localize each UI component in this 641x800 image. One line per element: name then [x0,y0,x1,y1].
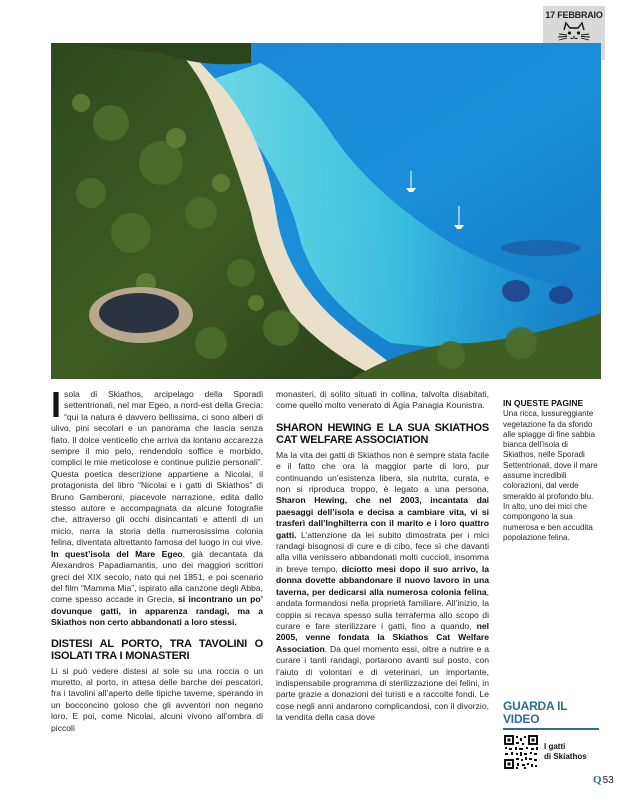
sharon-text-1: Ma la vita dei gatti di Skiathos non è sempre stata facile e il fatto che ora la maggior parte di loro, pur continuando un’esistenza libera, sia nutrita, curata, e non si riproduca troppo, è legato a una persona, [276,449,489,495]
article-column-2 [276,389,489,724]
intro-bold-1: In quest’isola del Mare Egeo [51,548,183,559]
video-link[interactable] [503,734,599,770]
video-label-line1: I gatti [544,742,566,751]
video-label-line2: di Skiathos [544,752,587,761]
drop-cap: I [51,384,62,425]
intro-bold-2: si incontrano un po’ dovunque gatti, in apparenza randagi, ma a Skiathos non certo abbandonati a loro stessi. [51,594,263,628]
page-number: 53 [602,774,614,786]
badge-date: 17 FEBBRAIO [545,10,603,20]
intro-paragraph [51,384,263,629]
subheading-port: DISTESI AL PORTO, TRA TAVOLINI O ISOLATI TRA I MONASTERI [51,637,263,662]
aerial-beach-photo [51,43,601,379]
port-paragraph: Li si può vedere distesi al sole su una roccia o un muretto, al porto, in attesa delle barche dei pescatori, fra i tavolini all’aperto delle tipiche taverne, sperando in un bocconcino goloso che gli avventori non negano loro. E poi, come Nicolai, alcuni vivono all’ombra di piccoli [51,665,263,733]
caption-title: IN QUESTE PAGINE [503,398,584,408]
monasteries-paragraph: monasteri, di solito situati in collina, talvolta disabitati, come quello molto venerato di Agia Panagia Kounistra. [276,389,489,411]
cat-face-icon [557,21,591,43]
sharon-bold-2: diciotto mesi dopo il suo arrivo, la donna dovette abbandonare il nuovo lavoro in una taverna, per dedicarsi alla numerosa colonia felina [276,563,489,597]
sharon-text-3: , andata formandosi nella proprietà familiare. All’inizio, la coppia si recava spesso sulla terraferma allo scopo di curare e fare sterilizzare i gatti, fino a quando, [276,586,489,631]
intro-text-2: , già decantata da Alexandros Papadiamantis, uno dei maggiori scrittori greci del XIX secolo, nato qui nel 1851, e poi scenario del film “Mamma Mia”, ispirato alla canzone degli Abba, come spesso accade in Grecia, [51,548,263,605]
intro-text-1: sola di Skiathos, arcipelago della Sporadi settentrionali, nel mar Egeo, a nord-est della Grecia: “qui la natura è davvero bellissima, ci sono alberi di ulivo, pini secolari e un panorama che lascia senza fiato. Il dolce venticello che arriva da lontano accarezza sempre il mio pelo, rendendolo soffice e morbido, complici le mie meticolose e continue pulizie personali”. Questa poetica descrizione appartiene a Nicolai, il protagonista del libro “Nicolai e i gatti di Skiathos” di Bruno Gamberoni, piacevole narrazione, edita dallo stesso autore e accompagnata da alcune fotografie che, attraverso gli occhi disincantati e attenti di un micio, narra la storia della numerosissima colonia felina, diventata altrettanto famosa del luogo in cui vive. [51,389,263,548]
page-folio [593,774,614,786]
sharon-bold-1: Sharon Hewing, che nel 2003, incantata dai paesaggi dell’isola e decisa a cambiare vita, vi si trasferì dall’Inghilterra con il marito e i loro quattro gatti. [276,495,489,540]
video-box [503,700,599,770]
sharon-paragraph [276,450,489,724]
sharon-text-2: L’attenzione da lei subito dimostrata per i mici randagi bisognosi di cure e di cibo, fece sì che davanti alla villa venissero abbandonati molti cuccioli, insomma in breve tempo, [276,529,489,574]
article-column-1 [51,384,263,734]
qr-code-icon[interactable] [503,734,539,770]
sharon-bold-3: nel 2005, venne fondata la Skiathos Cat Welfare Association [276,620,489,654]
video-label[interactable] [544,742,587,762]
magazine-logo: Q [593,774,602,786]
photo-caption [503,398,599,543]
video-title: GUARDA IL VIDEO [503,699,568,726]
subheading-sharon: SHARON HEWING E LA SUA SKIATHOS CAT WELFARE ASSOCIATION [276,421,489,446]
caption-text: Una ricca, lussureggiante vegetazione fa da sfondo alle spiagge di fine sabbia bianca dell’isola di Skiathos, nelle Sporadi Settentrionali, dove il mare assume incredibili colorazioni, dal verde smeraldo al profondo blu. In alto, uno dei mici che compongono la sua numerosa e ben accudita popolazione felina. [503,409,598,542]
sharon-text-4: . Da quel momento essi, oltre a nutrire e a curare i tanti randagi, portarono avanti sul posto, con l’aiuto di volontari e di veterinari, un importante, indispensabile programma di sterilizzazione dei felini, in parte grazie a donazioni dei turisti e a raccolte fondi. Le cose negli anni andarono complicandosi, con il divorzio, la vendita della casa dove [276,643,489,723]
video-divider [503,728,599,730]
